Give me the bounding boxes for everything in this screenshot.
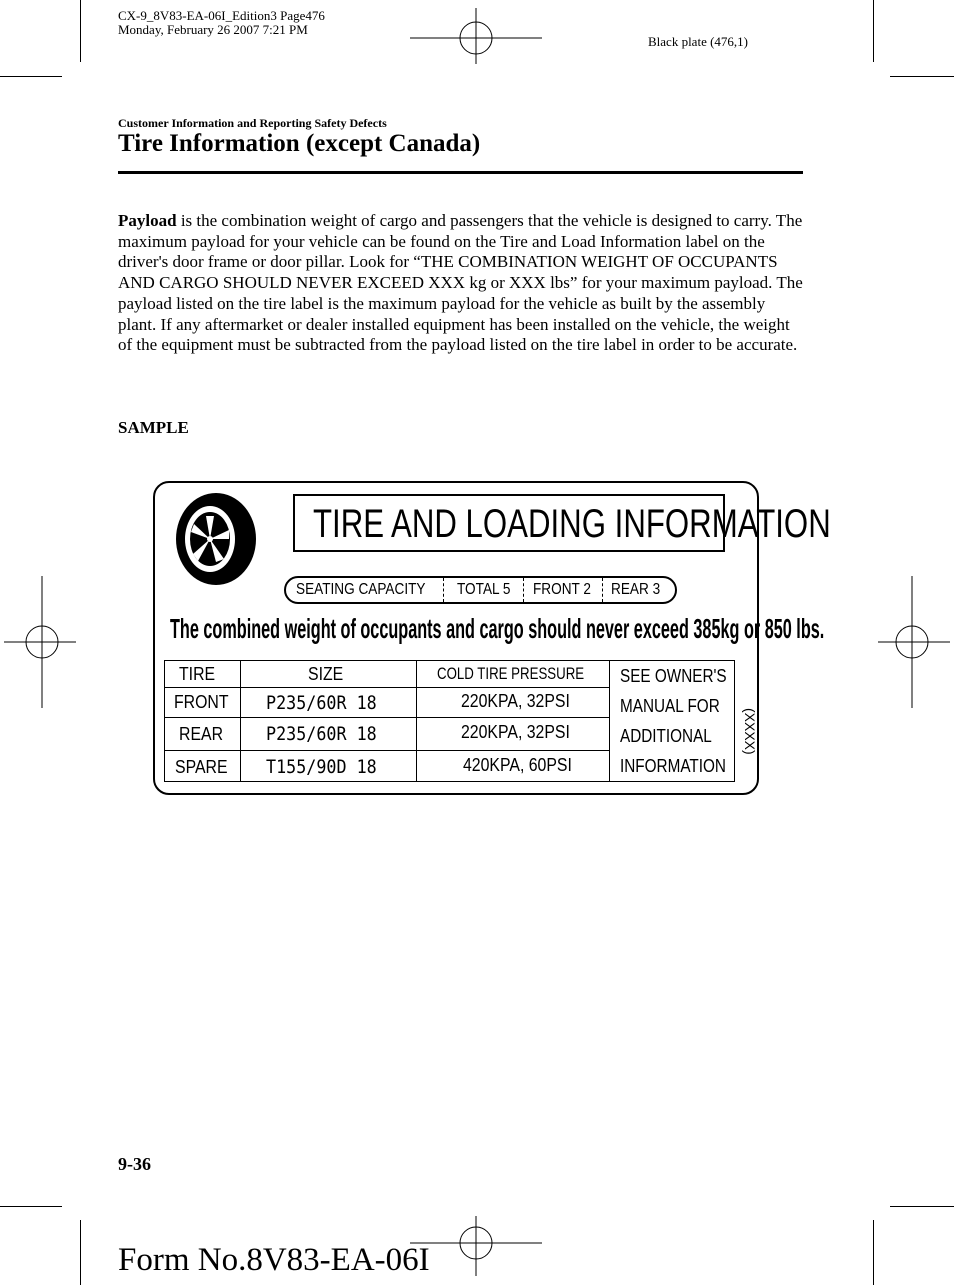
tire-icon <box>176 492 262 586</box>
table-row-pressure: 220KPA, 32PSI <box>461 722 570 742</box>
tire-pressure-table <box>164 660 610 782</box>
crop-mark <box>80 1220 81 1285</box>
owners-note-line: INFORMATION <box>620 756 726 776</box>
table-row-position: SPARE <box>175 757 228 777</box>
crop-mark <box>890 76 954 77</box>
seating-capacity-caption: SEATING CAPACITY <box>296 581 426 598</box>
payload-paragraph <box>118 211 806 356</box>
table-divider <box>165 750 609 751</box>
table-divider <box>240 661 241 781</box>
print-job-line: CX-9_8V83-EA-06I_Edition3 Page476 <box>118 8 325 23</box>
owners-note-line: SEE OWNER'S <box>620 666 727 686</box>
seating-capacity-row <box>284 576 677 604</box>
print-date-line: Monday, February 26 2007 7:21 PM <box>118 22 308 37</box>
label-code: (XXXX) <box>742 708 758 755</box>
seating-divider <box>523 578 524 602</box>
registration-mark-right <box>878 576 950 708</box>
title-rule <box>118 171 803 174</box>
owners-note-line: MANUAL FOR <box>620 696 720 716</box>
owners-manual-note <box>609 660 735 782</box>
crop-mark <box>873 1220 874 1285</box>
seating-total: TOTAL 5 <box>457 581 511 598</box>
table-row-size: T155/90D 18 <box>266 756 377 778</box>
page-number: 9-36 <box>118 1154 151 1174</box>
page-title: Tire Information (except Canada) <box>118 130 481 157</box>
registration-mark-bottom <box>410 1216 542 1276</box>
registration-mark-top <box>410 8 542 64</box>
registration-mark-left <box>4 576 76 708</box>
section-label: Customer Information and Reporting Safety Defects <box>118 116 387 130</box>
label-title-box <box>293 494 831 552</box>
table-header: COLD TIRE PRESSURE <box>437 664 585 683</box>
sample-heading: SAMPLE <box>118 418 189 437</box>
table-row-position: FRONT <box>174 692 229 712</box>
payload-description: is the combination weight of cargo and passengers that the vehicle is designed to carry. The maximum payload for your vehicle can be found on the Tire and Load Information label on the driver's door frame or door pillar. Look for “THE COMBINATION WEIGHT OF OCCUPANTS AND CARGO SHOULD NEVER EXCEED XXX kg or XXX lbs” for your maximum payload. The payload listed on the tire label is the maximum payload for the vehicle as built by the assembly plant. If any aftermarket or dealer installed equipment has been installed on the vehicle, the weight of the equipment must be subtracted from the payload listed on the tire label in order to be accurate. <box>118 211 803 355</box>
table-header: TIRE <box>179 664 216 684</box>
table-row-pressure: 420KPA, 60PSI <box>463 755 572 775</box>
crop-mark <box>890 1206 954 1207</box>
table-row-position: REAR <box>179 724 224 744</box>
table-divider <box>165 717 609 718</box>
table-header: SIZE <box>308 664 344 684</box>
payload-warning: The combined weight of occupants and cargo should never exceed 385kg or 850 lbs. <box>170 613 825 644</box>
seating-divider <box>443 578 444 602</box>
table-row-size: P235/60R 18 <box>266 723 377 745</box>
table-row-size: P235/60R 18 <box>266 692 377 714</box>
owners-note-line: ADDITIONAL <box>620 726 712 746</box>
crop-mark <box>873 0 874 62</box>
seating-front: FRONT 2 <box>533 581 591 598</box>
table-divider <box>165 687 609 688</box>
form-number: Form No.8V83-EA-06I <box>118 1242 430 1278</box>
label-title: TIRE AND LOADING INFORMATION <box>313 502 831 546</box>
table-row-pressure: 220KPA, 32PSI <box>461 691 570 711</box>
plate-info: Black plate (476,1) <box>648 34 748 49</box>
table-divider <box>416 661 417 781</box>
seating-rear: REAR 3 <box>611 581 661 598</box>
seating-divider <box>602 578 603 602</box>
crop-mark <box>0 1206 62 1207</box>
payload-term: Payload <box>118 211 177 230</box>
crop-mark <box>80 0 81 62</box>
crop-mark <box>0 76 62 77</box>
